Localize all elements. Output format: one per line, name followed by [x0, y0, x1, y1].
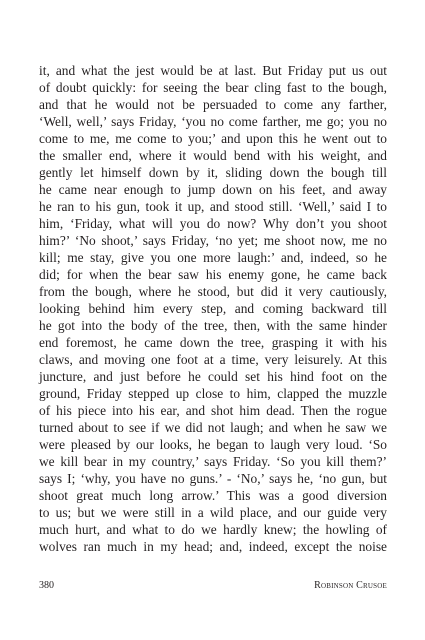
text-line: to us; but we were still in a wild place, and our guide very	[39, 505, 387, 520]
text-line: of his piece into his ear, and shot him dead. Then the rogue	[39, 403, 387, 418]
text-line: of doubt quickly: for seeing the bear cling fast to the bough,	[39, 80, 387, 95]
page-number: 380	[39, 580, 54, 591]
text-line: ‘Well, well,’ says Friday, ‘you no come farther, me go; you no	[39, 114, 387, 129]
text-line: from the bough, where he stood, but did it very cautiously,	[39, 284, 387, 299]
text-line: he got into the body of the tree, then, with the same hinder	[39, 318, 387, 333]
text-line: come to me, me come to you;’ and upon this he went out to	[39, 131, 387, 146]
page-footer	[39, 578, 387, 594]
text-line: end foremost, he came down the tree, grasping it with his	[39, 335, 387, 350]
text-line: him?’ ‘No shoot,’ says Friday, ‘no yet; me shoot now, me no	[39, 233, 387, 248]
text-line: he ran to his gun, took it up, and stood still. ‘Well,’ said I to	[39, 199, 387, 214]
text-line: the smaller end, where it would bend with his weight, and	[39, 148, 387, 163]
text-line: ground, Friday stepped up close to him, clapped the muzzle	[39, 386, 387, 401]
text-line: turned about to see if we did not laugh; and when he saw we	[39, 420, 387, 435]
text-line: wolves ran much in my head; and, indeed, except the noise	[39, 539, 387, 554]
running-head: Robinson Crusoe	[314, 580, 387, 591]
text-line: were pleased by our looks, he began to laugh very loud. ‘So	[39, 437, 387, 452]
body-text	[39, 62, 387, 552]
text-line: claws, and moving one foot at a time, very leisurely. At this	[39, 352, 387, 367]
text-line: we kill bear in my country,’ says Friday. ‘So you kill them?’	[39, 454, 387, 469]
text-line: did; for when the bear saw his enemy gone, he came back	[39, 267, 387, 282]
text-line: him, ‘Friday, what will you do now? Why don’t you shoot	[39, 216, 387, 231]
text-line: looking behind him every step, and coming backward till	[39, 301, 387, 316]
text-line: and that he would not be persuaded to come any farther,	[39, 97, 387, 112]
text-line: he came near enough to jump down on his feet, and away	[39, 182, 387, 197]
text-line: it, and what the jest would be at last. But Friday put us out	[39, 63, 387, 78]
text-line: much hurt, and what to do we hardly knew; the howling of	[39, 522, 387, 537]
text-line: gently let himself down by it, sliding down the bough till	[39, 165, 387, 180]
text-line: says I; ‘why, you have no guns.’ - ‘No,’ says he, ‘no gun, but	[39, 471, 387, 486]
text-line: juncture, and just before he could set his hind foot on the	[39, 369, 387, 384]
text-line: shoot great much long arrow.’ This was a good diversion	[39, 488, 387, 503]
text-line: kill; me stay, give you one more laugh:’ and, indeed, so he	[39, 250, 387, 265]
